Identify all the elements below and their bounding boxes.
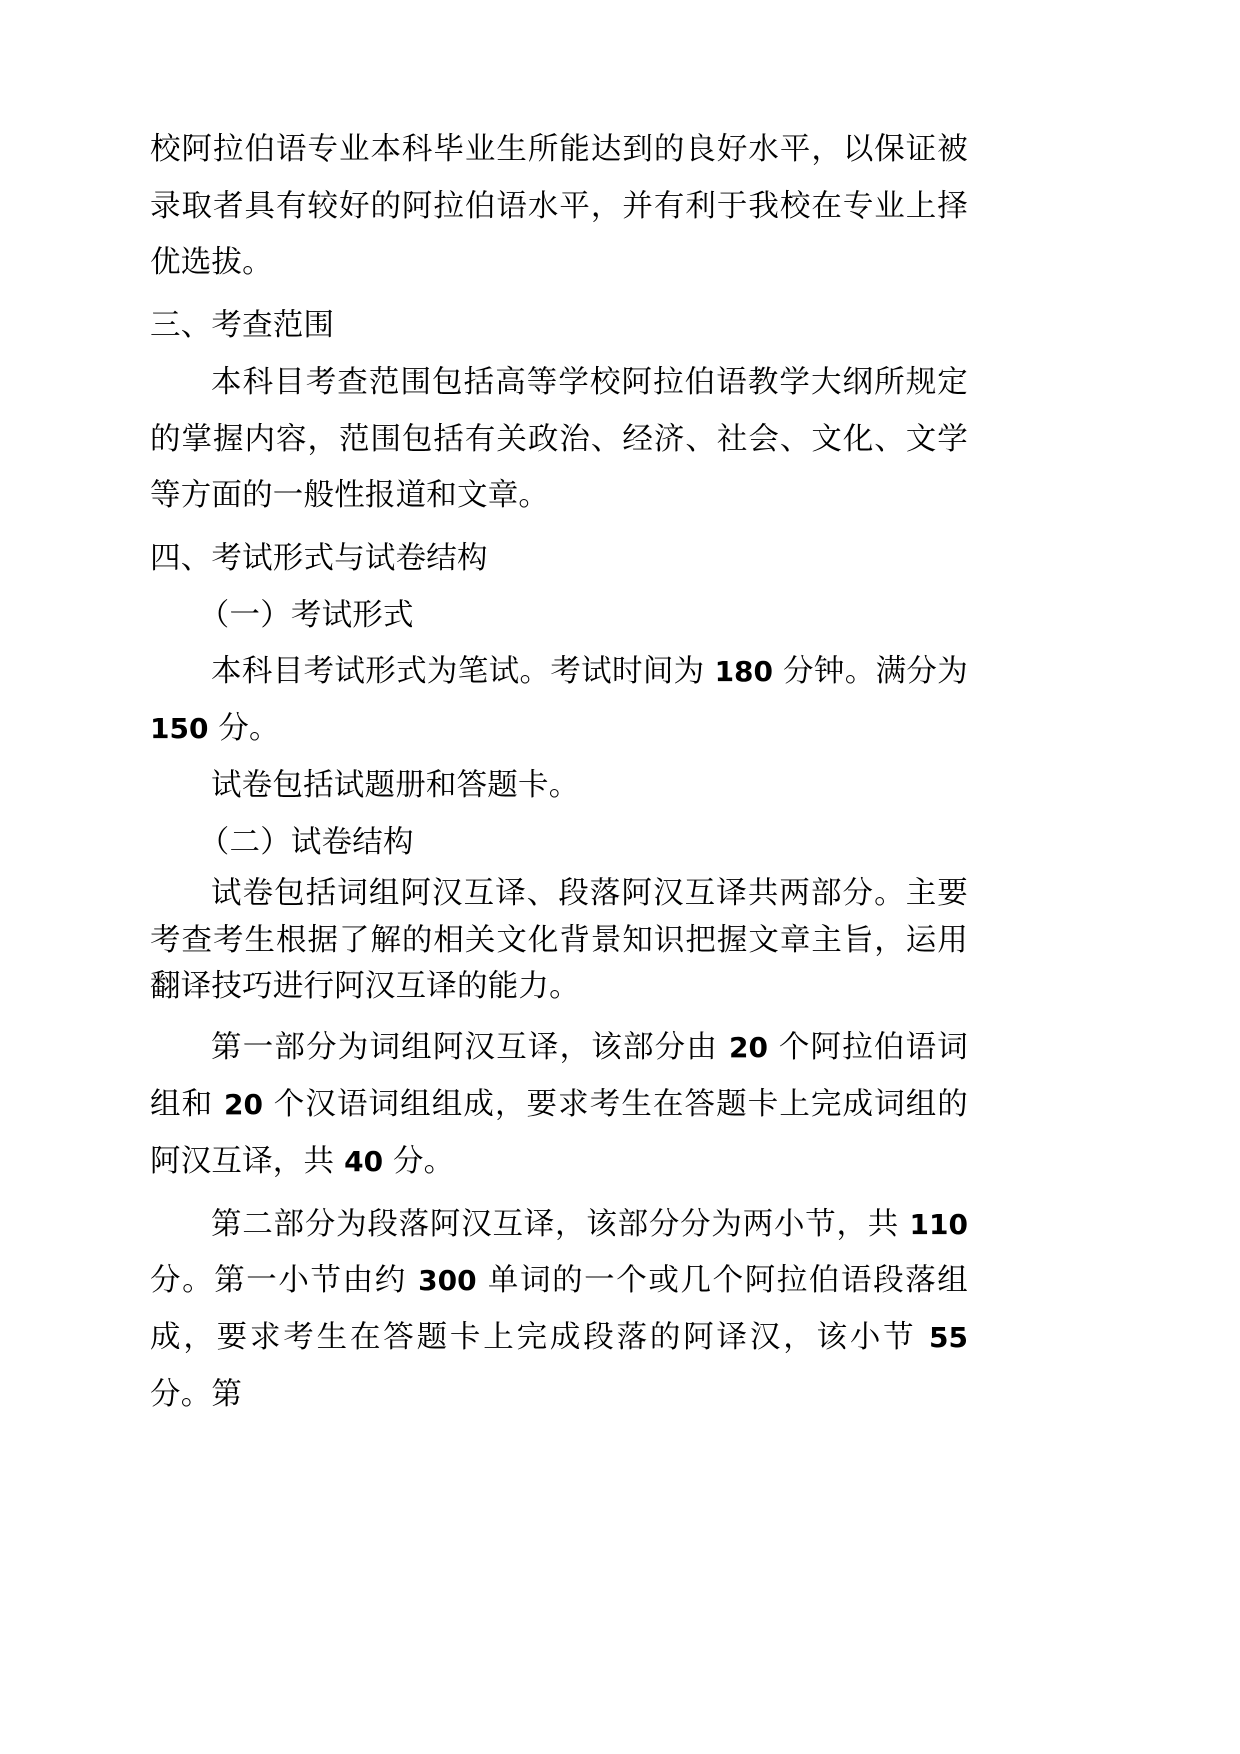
section-heading-four: 四、考试形式与试卷结构 xyxy=(150,541,488,577)
exam-papers-paragraph: 试卷包括试题册和答题卡。 xyxy=(211,767,580,803)
part-two-text-4: 分。第 xyxy=(150,1376,243,1412)
spacer xyxy=(150,1010,968,1020)
part-two-text-2: 分。第一小节由约 xyxy=(150,1263,419,1299)
exam-total-score: 150 xyxy=(150,712,209,746)
page-content xyxy=(150,122,968,1423)
section-three-paragraph: 本科目考查范围包括高等学校阿拉伯语教学大纲所规定的掌握内容，范围包括有关政治、经济、社会、文化、文学等方面的一般性报道和文章。 xyxy=(150,364,968,514)
exam-format-text-3: 分。 xyxy=(208,711,280,747)
exam-duration-minutes: 180 xyxy=(714,655,774,689)
exam-format-paragraph xyxy=(150,644,968,757)
section-heading-three: 三、考查范围 xyxy=(150,308,335,344)
part-two-text-1: 第二部分为段落阿汉互译，该部分分为两小节，共 xyxy=(211,1206,910,1242)
part-one-text-2: 个阿拉伯语词组和 xyxy=(150,1030,968,1123)
continued-paragraph: 校阿拉伯语专业本科毕业生所能达到的良好水平，以保证被录取者具有较好的阿拉伯语水平，并有利于我校在专业上择优选拔。 xyxy=(150,132,968,281)
subsection-heading-one: （一）考试形式 xyxy=(198,597,414,633)
part-two-section-one-score: 55 xyxy=(929,1321,968,1355)
part-two-text-3: 单词的一个或几个阿拉伯语段落组成，要求考生在答题卡上完成段落的阿译汉，该小节 xyxy=(150,1263,968,1356)
paper-structure-intro-paragraph: 试卷包括词组阿汉互译、段落阿汉互译共两部分。主要考查考生根据了解的相关文化背景知识把握文章主旨，运用翻译技巧进行阿汉互译的能力。 xyxy=(150,876,968,1005)
part-one-score: 40 xyxy=(344,1144,384,1178)
exam-format-text-2: 分钟。满分为 xyxy=(773,654,968,690)
part-one-text-4: 分。 xyxy=(383,1143,455,1179)
part-two-score: 110 xyxy=(909,1207,968,1241)
part-two-paragraph xyxy=(150,1197,968,1424)
subsection-heading-two: （二）试卷结构 xyxy=(198,824,414,860)
part-one-paragraph xyxy=(150,1020,968,1190)
part-two-section-one-word-count: 300 xyxy=(418,1264,477,1298)
part-one-text-3: 个汉语词组组成，要求考生在答题卡上完成词组的阿汉互译，共 xyxy=(150,1087,969,1179)
part-one-text-1: 第一部分为词组阿汉互译，该部分由 xyxy=(211,1030,729,1066)
exam-format-text-1: 本科目考试形式为笔试。考试时间为 xyxy=(211,654,715,690)
part-one-chinese-phrase-count: 20 xyxy=(224,1088,263,1122)
part-one-arabic-phrase-count: 20 xyxy=(728,1031,768,1065)
